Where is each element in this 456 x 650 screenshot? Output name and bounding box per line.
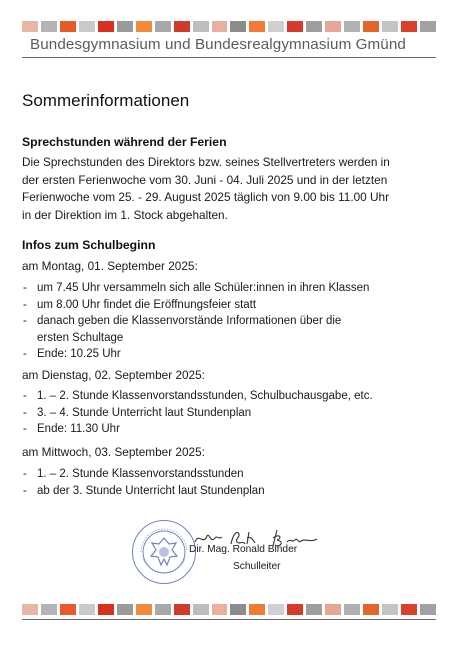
day-label-tuesday: am Dienstag, 02. September 2025: bbox=[22, 368, 205, 382]
signer-name: Dir. Mag. Ronald Binder bbox=[189, 544, 298, 555]
school-name: Bundesgymnasium und Bundesrealgymnasium Gmünd bbox=[30, 36, 406, 53]
list-item-continuation: ersten Schultage bbox=[37, 331, 124, 344]
stripe-segment bbox=[306, 604, 322, 615]
stripe-segment bbox=[287, 604, 303, 615]
stripe-segment bbox=[117, 21, 133, 32]
stripe-segment bbox=[155, 604, 171, 615]
list-item: - Ende: 11.30 Uhr bbox=[22, 421, 442, 438]
stripe-segment bbox=[420, 21, 436, 32]
tuesday-list bbox=[22, 388, 442, 438]
monday-list bbox=[22, 280, 442, 363]
stripe-segment bbox=[60, 21, 76, 32]
list-item: - um 8.00 Uhr findet die Eröffnungsfeier statt bbox=[22, 297, 442, 314]
list-item: - 3. – 4. Stunde Unterricht laut Stundenplan bbox=[22, 405, 442, 422]
stripe-segment bbox=[22, 21, 38, 32]
list-item: - Ende: 10.25 Uhr bbox=[22, 346, 442, 363]
day-label-wednesday: am Mittwoch, 03. September 2025: bbox=[22, 445, 205, 459]
stripe-segment bbox=[344, 604, 360, 615]
stripe-segment bbox=[98, 604, 114, 615]
stripe-segment bbox=[212, 604, 228, 615]
bottom-stripe-bar bbox=[22, 604, 436, 615]
office-hours-line: Die Sprechstunden des Direktors bzw. seines Stellvertreters werden in bbox=[22, 155, 390, 169]
stripe-segment bbox=[230, 21, 246, 32]
stripe-segment bbox=[22, 604, 38, 615]
wednesday-list bbox=[22, 466, 442, 499]
list-item: - ab der 3. Stunde Unterricht laut Stundenplan bbox=[22, 483, 442, 500]
stripe-segment bbox=[287, 21, 303, 32]
stripe-segment bbox=[41, 21, 57, 32]
top-stripe-bar bbox=[22, 21, 436, 32]
stripe-segment bbox=[306, 21, 322, 32]
office-hours-line: Ferienwoche vom 25. - 29. August 2025 täglich von 9.00 bis 11.00 Uhr bbox=[22, 190, 390, 204]
stripe-segment bbox=[117, 604, 133, 615]
stripe-segment bbox=[60, 604, 76, 615]
stripe-segment bbox=[325, 604, 341, 615]
list-item: - um 7.45 Uhr versammeln sich alle Schüler:innen in ihren Klassen bbox=[22, 280, 442, 297]
stripe-segment bbox=[249, 604, 265, 615]
stripe-segment bbox=[98, 21, 114, 32]
stripe-segment bbox=[174, 21, 190, 32]
stripe-segment bbox=[174, 604, 190, 615]
school-stamp bbox=[132, 520, 196, 584]
stripe-segment bbox=[268, 604, 284, 615]
stripe-segment bbox=[193, 604, 209, 615]
stripe-segment bbox=[363, 604, 379, 615]
list-item: - 1. – 2. Stunde Klassenvorstandsstunden, Schulbuchausgabe, etc. bbox=[22, 388, 442, 405]
stripe-segment bbox=[41, 604, 57, 615]
list-item: - 1. – 2. Stunde Klassenvorstandsstunden bbox=[22, 466, 442, 483]
header-rule bbox=[22, 57, 436, 58]
stripe-segment bbox=[420, 604, 436, 615]
stripe-segment bbox=[401, 21, 417, 32]
stripe-segment bbox=[136, 21, 152, 32]
stripe-segment bbox=[79, 21, 95, 32]
stripe-segment bbox=[325, 21, 341, 32]
stripe-segment bbox=[382, 604, 398, 615]
stripe-segment bbox=[382, 21, 398, 32]
office-hours-text bbox=[22, 154, 442, 224]
school-start-heading: Infos zum Schulbeginn bbox=[22, 238, 156, 252]
stripe-segment bbox=[363, 21, 379, 32]
signer-role: Schulleiter bbox=[233, 561, 281, 572]
office-hours-heading: Sprechstunden während der Ferien bbox=[22, 135, 227, 149]
stripe-segment bbox=[193, 21, 209, 32]
stripe-segment bbox=[344, 21, 360, 32]
stripe-segment bbox=[212, 21, 228, 32]
list-item: - danach geben die Klassenvorstände Informationen über die bbox=[22, 313, 442, 330]
footer-rule bbox=[22, 619, 436, 620]
stamp-seal-icon bbox=[133, 521, 195, 583]
page-title: Sommerinformationen bbox=[22, 91, 190, 110]
day-label-monday: am Montag, 01. September 2025: bbox=[22, 259, 198, 273]
stripe-segment bbox=[401, 604, 417, 615]
office-hours-line: der ersten Ferienwoche vom 30. Juni - 04. Juli 2025 und in der letzten bbox=[22, 172, 388, 187]
office-hours-line: in der Direktion im 1. Stock abgehalten. bbox=[22, 207, 228, 222]
stripe-segment bbox=[155, 21, 171, 32]
stripe-segment bbox=[268, 21, 284, 32]
stripe-segment bbox=[249, 21, 265, 32]
stripe-segment bbox=[79, 604, 95, 615]
stripe-segment bbox=[136, 604, 152, 615]
stripe-segment bbox=[230, 604, 246, 615]
